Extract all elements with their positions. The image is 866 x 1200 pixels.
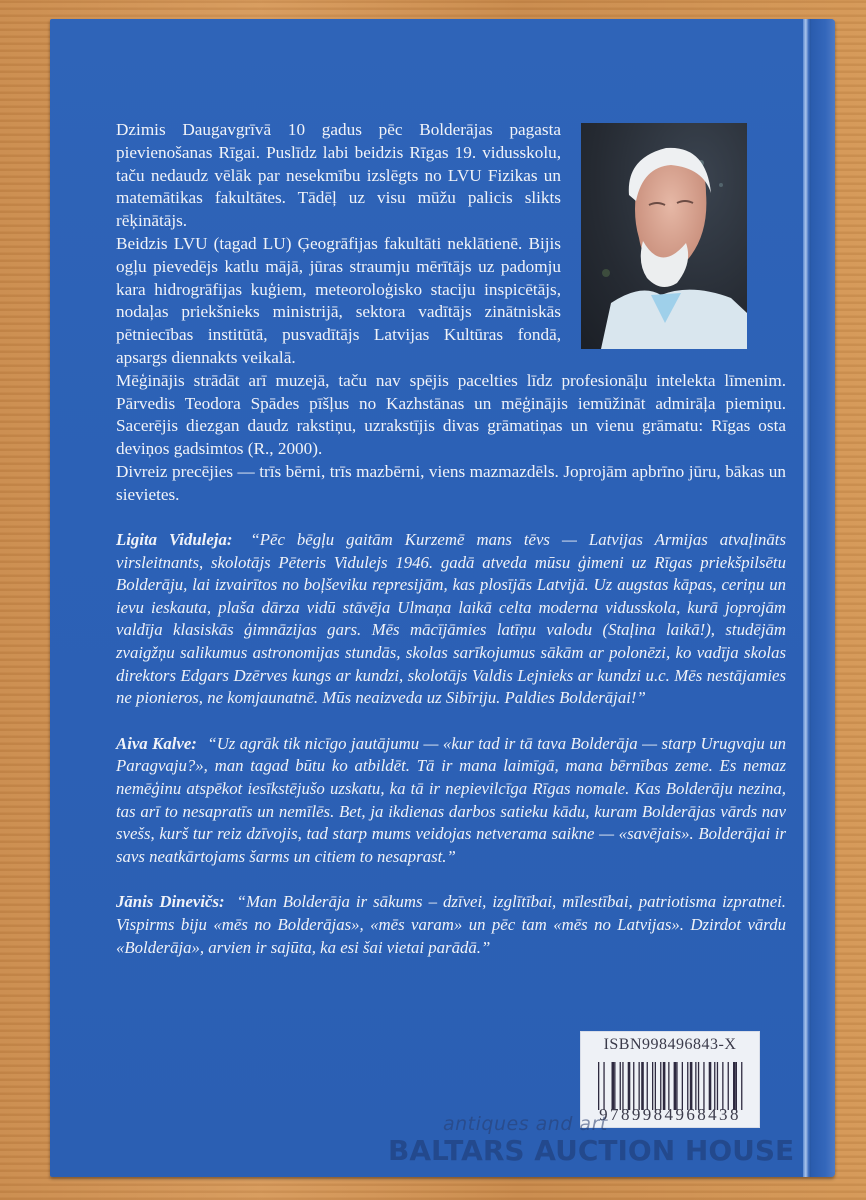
barcode-bar <box>614 1062 615 1110</box>
bio-paragraph-2: Beidzis LVU (tagad LU) Ģeogrāfijas fakultāti neklātienē. Bijis ogļu pievedējs katlu mājā, jūras straumju mērītājs uz padomju kara hidrogrāfijas kuģiem, meteoroloģisko staciju inspicētājs, nodaļas priekšnieks ministrijā, sektora vadītājs zinātniskās pētniecības institūtā, pusvadītājs Latvijas Kultūras fondā, apsargs diennakts veikalā. <box>116 233 561 367</box>
barcode-icon <box>598 1062 743 1110</box>
barcode-bar <box>674 1062 677 1110</box>
bio-paragraph-1: Dzimis Daugavgrīvā 10 gadus pēc Bolderājas pagasta pievienošanas Rīgai. Puslīdz labi beidzis Rīgas 19. vidusskolu, taču nedaudz vēlāk par nesekmību izslēgts no LVU Fizikas un matemātikas fakultātes. Tādēļ uz visu mūžu palicis slikts rēķinātājs. <box>116 120 561 231</box>
author-portrait-icon <box>581 123 747 349</box>
barcode-bar <box>676 1062 677 1110</box>
barcode-bar <box>622 1062 623 1110</box>
barcode-bar <box>733 1062 736 1110</box>
barcode-bar <box>655 1062 656 1110</box>
barcode-bar <box>687 1062 688 1110</box>
barcode-bar <box>603 1062 604 1110</box>
testimonial <box>116 529 786 710</box>
barcode-bar <box>598 1062 599 1110</box>
testimonial-text: “Pēc bēgļu gaitām Kurzemē mans tēvs — Latvijas Armijas atvaļināts virsleitnants, skolotājs Pēteris Vidulejs 1946. gadā atveda mūsu ģimeni uz Rīgas priekšpilsētu Bolderāju, lai izvairītos no boļševiku represijām, kas plosījās Latvijā. Uz augstas kāpas, ceriņu un ievu ieskauta, plaša dārza vidū stāvēja Ulmaņa laikā celta moderna vidusskola, kurā joprojām valdīja klasiskās ģimnāzijas gars. Mēs mācījāmies latīņu valodu (Staļina laikā!), studējām zvaigžņu salikumus astronomijas stundās, skolas sarīkojumus sākām ar polonēzi, ko vadīja skolas direktors Edgars Dzērves kungs ar kundzi, skolotājs Valdis Lejnieks ar kundzi u.c. Mēs nestājamies ne pionieros, ne komjaunatnē. Mūs neaizveda uz Sibīriju. Paldies Bolderājai!” <box>116 530 786 708</box>
testimonial-author: Aiva Kalve: <box>116 733 197 753</box>
ean-number: 9789984968438 <box>599 1105 741 1124</box>
barcode-bar <box>652 1062 653 1110</box>
barcode-bar <box>695 1062 696 1110</box>
barcode-bar <box>628 1062 631 1110</box>
barcode-bar <box>722 1062 723 1110</box>
watermark-brand: BALTARS AUCTION HOUSE <box>388 1134 795 1167</box>
barcode-bar <box>698 1062 699 1110</box>
barcode-bar <box>633 1062 634 1110</box>
barcode-bar <box>736 1062 737 1110</box>
barcode-bar <box>641 1062 644 1110</box>
barcode-bar <box>703 1062 704 1110</box>
bio-paragraph-3: Mēģinājis strādāt arī muzejā, taču nav spējis pacelties līdz profesionāļu intelekta līmenim. Pārvedis Teodora Spādes pīšļus no Kazhstānas un mēģinājis iemūžināt admirāļa piemiņu. Sacerējis diezgan daudz rakstiņu, uzrakstījis divas grāmatiņas un vienu grāmatu: Rīgas osta deviņos gadsimtos (R., 2000). <box>116 370 786 459</box>
barcode-bar <box>639 1062 640 1110</box>
barcode-bar <box>620 1062 621 1110</box>
barcode-bar <box>647 1062 648 1110</box>
barcode-bar <box>709 1062 712 1110</box>
testimonial-text: “Uz agrāk tik nicīgo jautājumu — «kur tad ir tā tava Bolderāja — starp Urugvaju un Paragvaju?», man tagad būtu ko atbildēt. Tā ir mana laimīgā, mana bērnības zeme. Es nemaz nemēģinu atspēkot iesīkstējušo uzskatu, ka tā ir nepievilcīga Rīgas nomale. Kas Bolderāju nezina, tas arī to nesapratīs un nemīlēs. Bet, ja ikdienas darbos satieku kādu, kuram Bolderājas vārds nav svešs, kurš tur reiz dzīvojis, tad starp mums veidojas netverama saikne — «savējais». Bolderājai ir savs neatkārtojams šarms un citiem to nesaprast.” <box>116 733 787 866</box>
book-spine-edge <box>811 19 835 1177</box>
isbn-number: ISBN998496843-X <box>603 1036 737 1053</box>
barcode-bar <box>690 1062 693 1110</box>
bio-paragraph-4: Divreiz precējies — trīs bērni, trīs mazbērni, viens mazmazdēls. Joprojām apbrīno jūru, bākas un sievietes. <box>116 461 786 504</box>
barcode-bar <box>728 1062 729 1110</box>
barcode-bar <box>663 1062 666 1110</box>
testimonials <box>116 529 786 982</box>
barcode-bar <box>682 1062 683 1110</box>
testimonial <box>116 891 786 959</box>
barcode-bar <box>714 1062 715 1110</box>
testimonial-author: Ligita Viduleja: <box>116 530 233 549</box>
isbn-barcode-label <box>580 1031 760 1128</box>
barcode-bar <box>741 1062 742 1110</box>
barcode-bar <box>612 1062 615 1110</box>
testimonial <box>116 733 786 869</box>
author-photo <box>581 123 747 349</box>
book-back-cover <box>50 19 835 1177</box>
testimonial-author: Jānis Dinevičs: <box>116 892 225 912</box>
barcode-bar <box>717 1062 718 1110</box>
barcode-bar <box>668 1062 669 1110</box>
barcode-bar <box>660 1062 661 1110</box>
spine-hinge <box>803 19 811 1177</box>
testimonial-text: “Man Bolderāja ir sākums – dzīvei, izglītībai, mīlestībai, patriotisma izpratnei. Vispirms biju «mēs no Bolderājas», «mēs varam» un pēc tam «mēs no Latvijas». Dzirdot vārdu «Bolderāja», arvien ir sajūta, ka esi šai vietai parādā.” <box>116 892 786 957</box>
watermark-tagline: antiques and art <box>443 1113 608 1135</box>
